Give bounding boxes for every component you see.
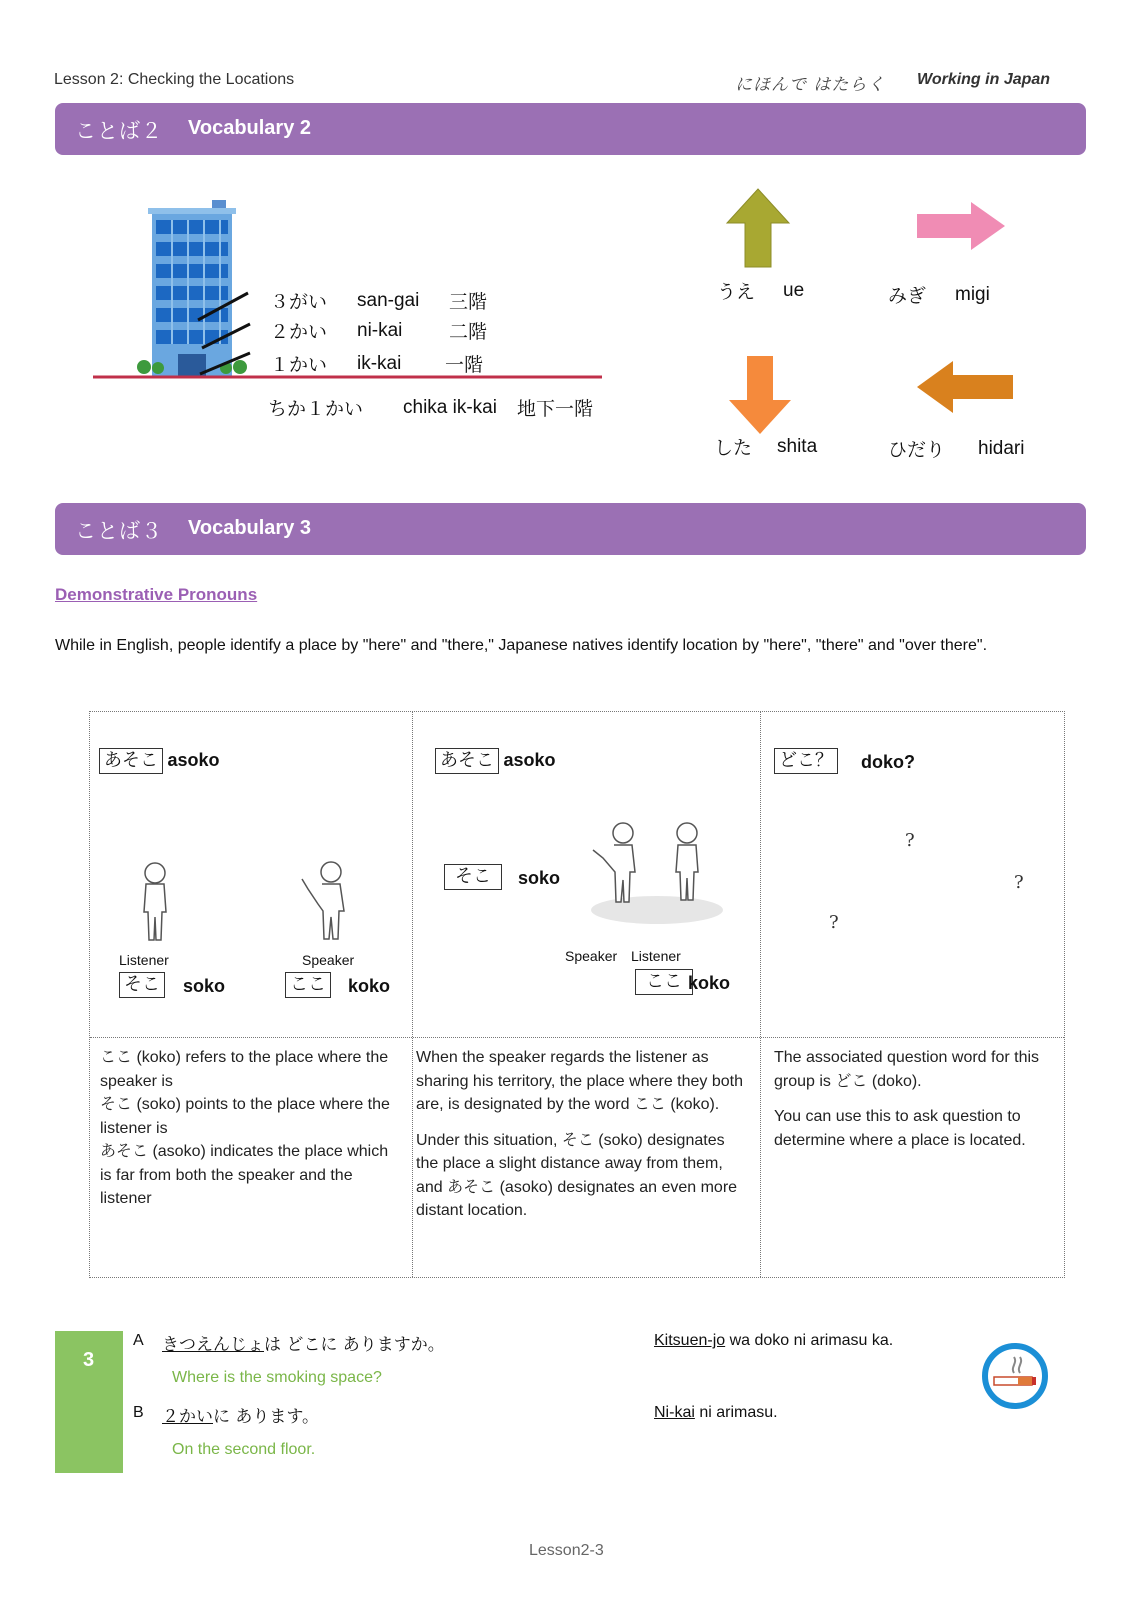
exercise-a-romaji-rest: wa doko ni arimasu ka. (725, 1332, 894, 1349)
col2-soko-word: soko (518, 868, 561, 888)
col3-desc-para1: The associated question word for this group is どこ (doko). (774, 1049, 1040, 1090)
exercise-a-romaji-blank: Kitsuen-jo (654, 1332, 726, 1349)
right-arrow-icon (915, 200, 1007, 252)
col2-soko-label (444, 864, 502, 890)
building-illustration (90, 190, 620, 400)
col3-desc-para2: You can use this to ask question to determine where a place is located. (774, 1108, 1026, 1149)
col1-desc-line1: ここ (koko) refers to the place where the speaker is (100, 1049, 389, 1090)
down-arrow-icon (727, 354, 793, 436)
col2-soko-box: そこ (444, 864, 502, 890)
col2-koko-word: koko (688, 973, 731, 993)
hidari-romaji: hidari (978, 438, 1025, 459)
migi-romaji: migi (955, 284, 990, 305)
col1-koko-word: koko (348, 976, 391, 996)
col1-koko-label (285, 972, 331, 998)
col1-word: asoko (167, 750, 220, 770)
exercise-number: 3 (83, 1349, 95, 1371)
question-mark-2: ? (1014, 872, 1024, 893)
col1-heading (99, 748, 219, 774)
exercise-a-jp-blank: きつえんじょ (162, 1335, 264, 1355)
exercise-a-jp (162, 1330, 445, 1355)
exercise-b-jp-blank: ２かい (162, 1407, 213, 1427)
exercise-b-label: B (133, 1404, 144, 1421)
col1-description (100, 1046, 402, 1211)
col3-description (774, 1046, 1056, 1152)
col3-word: doko? (861, 752, 915, 772)
exercise-a-romaji (654, 1332, 893, 1350)
col1-soko-word: soko (183, 976, 226, 996)
migi-kana: みぎ (888, 285, 927, 307)
vocab2-banner (55, 103, 1086, 155)
listener-figure (138, 862, 172, 942)
col2-koko-box: ここ (635, 969, 693, 995)
basement-kanji: 地下一階 (517, 398, 594, 420)
exercise-b-romaji-rest: ni arimasu. (694, 1404, 778, 1421)
exercise-a-jp-rest: は どこに ありますか。 (264, 1335, 445, 1355)
vocab2-number: ことば２ (75, 119, 163, 143)
shita-romaji: shita (777, 436, 818, 457)
col2-listener-caption: Listener (631, 948, 681, 964)
floor3-kana: ３がい (270, 291, 328, 313)
col1-soko-box: そこ (119, 972, 165, 998)
col2-desc-para1: When the speaker regards the listener as sharing his territory, the place where they both are, is designated by the word ここ (koko). (416, 1049, 743, 1113)
col1-box: あそこ (99, 748, 163, 774)
floor2-kanji: 二階 (449, 321, 488, 343)
floor3-romaji: san-gai (357, 290, 420, 311)
vocab3-label: Vocabulary 3 (188, 517, 312, 539)
col3-box: どこ？ (774, 748, 838, 774)
col3-heading (774, 748, 838, 774)
exercise-a-english: Where is the smoking space? (172, 1369, 382, 1386)
exercise-a-label: A (133, 1332, 144, 1349)
col2-word: asoko (503, 750, 556, 770)
speaker-figure (298, 859, 358, 943)
floor1-romaji: ik-kai (357, 353, 402, 374)
vocab3-number: ことば３ (75, 519, 163, 543)
exercise-b-jp-rest: に あります。 (213, 1407, 320, 1427)
col2-description (416, 1046, 746, 1223)
floor1-kana: １かい (270, 354, 328, 376)
exercise-b-jp (162, 1402, 319, 1427)
col2-heading (435, 748, 555, 774)
col2-speaker-caption: Speaker (565, 948, 618, 964)
up-arrow-icon (725, 187, 791, 269)
exercise-b-romaji-blank: Ni-kai (654, 1404, 695, 1421)
speaker-listener-figures (585, 820, 725, 930)
ue-kana: うえ (717, 281, 756, 303)
vocab3-banner (55, 503, 1086, 555)
exercise-b-english: On the second floor. (172, 1441, 316, 1458)
pronoun-table (89, 711, 1065, 1278)
col1-desc-line2: そこ (soko) points to the place where the listener is (100, 1096, 390, 1137)
ue-romaji: ue (783, 280, 805, 301)
floor2-romaji: ni-kai (357, 320, 403, 341)
col1-listener-caption: Listener (119, 952, 169, 968)
basement-kana: ちか１かい (268, 398, 364, 420)
col2-koko-label (635, 969, 693, 995)
question-mark-1: ? (905, 830, 915, 851)
lesson-title: Lesson 2: Checking the Locations (54, 71, 295, 88)
exercise-b-romaji (654, 1404, 778, 1422)
section-subheading: Demonstrative Pronouns (55, 585, 258, 604)
book-title-jp: にほんで はたらく (735, 75, 886, 95)
col1-desc-line3: あそこ (asoko) indicates the place which is far from both the speaker and the listener (100, 1143, 389, 1207)
book-title-en: Working in Japan (917, 71, 1051, 88)
exercise-number-strip (55, 1331, 123, 1473)
hidari-kana: ひだり (888, 439, 946, 461)
col1-koko-box: ここ (285, 972, 331, 998)
col1-speaker-caption: Speaker (302, 952, 355, 968)
intro-paragraph: While in English, people identify a place by "here" and "there," Japanese natives identify location by "here", "there" and "over there". (55, 637, 988, 654)
col2-box: あそこ (435, 748, 499, 774)
floor1-kanji: 一階 (445, 354, 484, 376)
basement-romaji: chika ik-kai (403, 397, 497, 418)
left-arrow-icon (915, 359, 1015, 415)
floor2-kana: ２かい (270, 321, 328, 343)
question-mark-3: ? (829, 912, 839, 933)
smoking-area-icon (980, 1341, 1050, 1411)
col2-desc-para2: Under this situation, そこ (soko) designates the place a slight distance away from them, and あそこ (asoko) designates an even more distant location. (416, 1131, 738, 1219)
shita-kana: した (714, 437, 753, 459)
col1-soko-label (119, 972, 165, 998)
building-icon (137, 200, 247, 376)
page-footer: Lesson2-3 (529, 1542, 604, 1559)
vocab2-label: Vocabulary 2 (188, 117, 312, 139)
floor3-kanji: 三階 (449, 291, 488, 313)
